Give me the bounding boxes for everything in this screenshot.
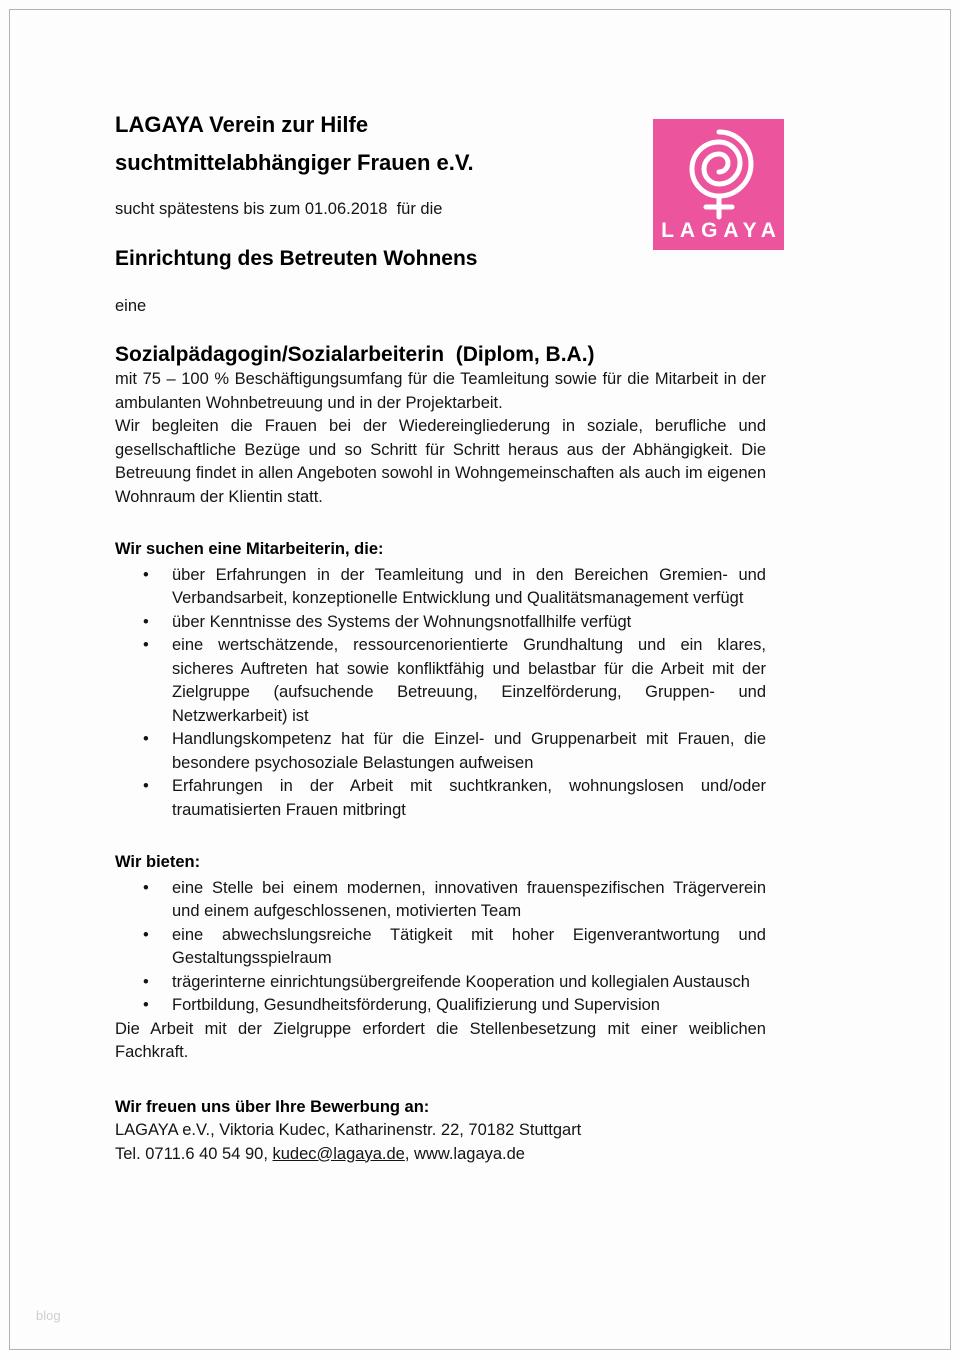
org-title	[115, 106, 766, 182]
intro-paragraph-2: Wir begleiten die Frauen bei der Wiedereingliederung in soziale, berufliche und gesellschaftliche Bezüge und so Schritt für Schritt heraus aus der Abhängigkeit. Die Betreuung findet in allen Angeboten sowohl in Wohngemeinschaften als auch im eigenen Wohnraum der Klientin statt.	[115, 417, 766, 506]
offer-list	[115, 877, 766, 1018]
search-deadline-line: sucht spätestens bis zum 01.06.2018 für die	[115, 200, 443, 218]
watermark: blog	[36, 1308, 61, 1323]
phone-number: Tel. 0711.6 40 54 90,	[115, 1144, 273, 1163]
seeking-heading: Wir suchen eine Mitarbeiterin, die:	[115, 540, 384, 558]
list-item: • eine wertschätzende, ressourcenorientierte Grundhaltung und ein klares, sicheres Auftreten hat sowie konfliktfähig und belastbar für die Arbeit mit der Zielgruppe (aufsuchende Betreuung, Einzelförderung, Gruppen- und Netzwerkarbeit) ist	[172, 634, 766, 728]
list-item: • trägerinterne einrichtungsübergreifende Kooperation und kollegialen Austausch	[172, 971, 766, 995]
list-item: • Fortbildung, Gesundheitsförderung, Qualifizierung und Supervision	[172, 994, 766, 1018]
list-item: • über Erfahrungen in der Teamleitung und in den Bereichen Gremien- und Verbandsarbeit, konzeptionelle Entwicklung und Qualitätsmanagement verfügt	[172, 564, 766, 611]
job-title: Sozialpädagogin/Sozialarbeiterin (Diplom, B.A.)	[115, 343, 595, 366]
email-link[interactable]: kudec@lagaya.de	[272, 1144, 405, 1163]
website-text: www.lagaya.de	[414, 1144, 525, 1163]
seeking-list	[115, 564, 766, 823]
female-staff-note: Die Arbeit mit der Zielgruppe erfordert die Stellenbesetzung mit einer weiblichen Fachkraft.	[115, 1019, 766, 1061]
contact-tel-line	[115, 1143, 766, 1167]
application-heading: Wir freuen uns über Ihre Bewerbung an:	[115, 1097, 430, 1116]
offer-heading: Wir bieten:	[115, 853, 201, 871]
logo-text: LAGAYA	[661, 219, 782, 242]
list-item: • eine Stelle bei einem modernen, innovativen frauenspezifischen Trägerverein und einem aufgeschlossenen, motivierten Team	[172, 877, 766, 924]
org-title-line2: suchtmittelabhängiger Frauen e.V.	[115, 150, 474, 175]
list-item: • Handlungskompetenz hat für die Einzel- und Gruppenarbeit mit Frauen, die besondere psychosoziale Belastungen aufweisen	[172, 728, 766, 775]
org-title-line1: LAGAYA Verein zur Hilfe	[115, 112, 369, 137]
intro-paragraph-1: mit 75 – 100 % Beschäftigungsumfang für die Teamleitung sowie für die Mitarbeit in der ambulanten Wohnbetreuung und in der Projektarbeit.	[115, 370, 766, 412]
contact-address: LAGAYA e.V., Viktoria Kudec, Katharinenstr. 22, 70182 Stuttgart	[115, 1121, 582, 1139]
list-item: • über Kenntnisse des Systems der Wohnungsnotfallhilfe verfügt	[172, 611, 766, 635]
list-item: • Erfahrungen in der Arbeit mit suchtkranken, wohnungslosen und/oder traumatisierten Frauen mitbringt	[172, 775, 766, 822]
separator-text: ,	[404, 1144, 414, 1163]
list-item: • eine abwechslungsreiche Tätigkeit mit hoher Eigenverantwortung und Gestaltungsspielraum	[172, 924, 766, 971]
facility-heading: Einrichtung des Betreuten Wohnens	[115, 247, 478, 270]
connector-text: eine	[115, 297, 147, 315]
document-content	[115, 0, 766, 1166]
